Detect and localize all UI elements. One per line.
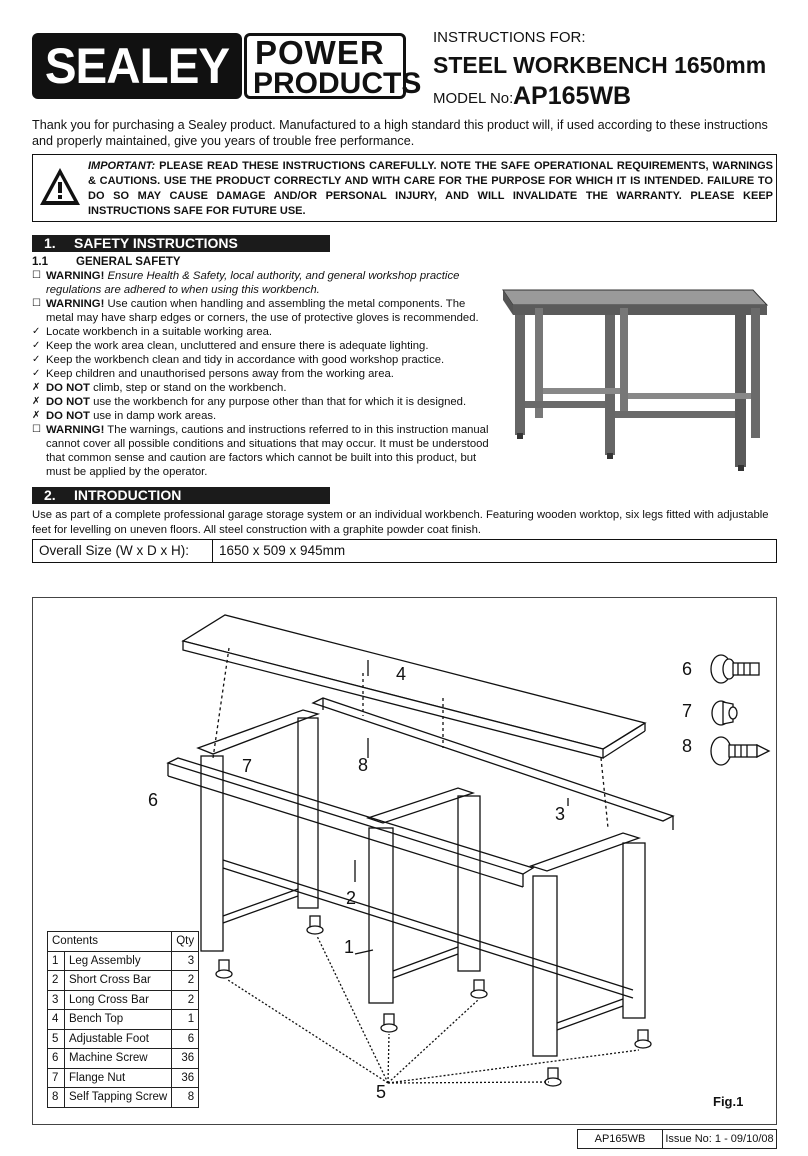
safety-item-text: Keep the work area clean, uncluttered and ensure there is adequate lighting. (46, 340, 429, 352)
safety-item-lead: WARNING! (46, 270, 105, 282)
contents-cell-qty: 3 (172, 951, 199, 971)
contents-cell-no: 1 (48, 951, 65, 971)
safety-item (32, 395, 492, 409)
spec-value: 1650 x 509 x 945mm (219, 543, 346, 558)
safety-item-text: The warnings, cautions and instructions referred to in this instruction manual cannot cover all possible conditions and situations that may occur. It must be understood that common sense and caution are factors which cannot be built into this product, but must be applied by the operator. (46, 424, 489, 478)
introduction-paragraph: Use as part of a complete professional garage storage system or an individual workbench. Featuring wooden worktop, six legs fitted with adjustable feet for levelling on uneven floors. All steel construction with a graphite powder coat finish. (32, 509, 769, 536)
contents-cell-no: 6 (48, 1049, 65, 1069)
contents-row (48, 990, 199, 1010)
safety-item (32, 409, 492, 423)
footer-model: AP165WB (578, 1130, 663, 1148)
safety-item-text: use in damp work areas. (89, 410, 217, 422)
contents-row (48, 1068, 199, 1088)
contents-cell-name: Flange Nut (65, 1068, 172, 1088)
safety-item (32, 381, 492, 395)
bullet-mark-icon: ☐ (32, 270, 41, 281)
contents-cell-name: Long Cross Bar (65, 990, 172, 1010)
contents-cell-name: Machine Screw (65, 1049, 172, 1069)
safety-list (32, 269, 492, 479)
flange-nut-icon (712, 701, 737, 725)
contents-cell-no: 7 (48, 1068, 65, 1088)
bullet-mark-icon: ✗ (32, 382, 41, 393)
contents-cell-no: 8 (48, 1088, 65, 1108)
contents-header-row (48, 932, 199, 952)
section-heading-safety: 1. SAFETY INSTRUCTIONS (32, 235, 330, 252)
footer-issue: Issue No: 1 - 09/10/08 (665, 1133, 774, 1145)
contents-cell-name: Short Cross Bar (65, 971, 172, 991)
contents-cell-qty: 1 (172, 1010, 199, 1030)
contents-table (47, 931, 199, 1108)
contents-cell-qty: 8 (172, 1088, 199, 1108)
adjustable-feet (216, 916, 651, 1086)
contents-cell-no: 4 (48, 1010, 65, 1030)
instructions-for-label: INSTRUCTIONS FOR: (433, 29, 586, 46)
model-number: AP165WB (513, 82, 632, 110)
safety-item-italic: Ensure Health & Safety, local authority, and general workshop practice regulations are adhered to when using this workbench. (46, 270, 460, 296)
contents-cell-name: Bench Top (65, 1010, 172, 1030)
bullet-mark-icon: ✓ (32, 368, 41, 379)
contents-cell-no: 5 (48, 1029, 65, 1049)
contents-cell-name: Adjustable Foot (65, 1029, 172, 1049)
safety-item-lead: DO NOT (46, 410, 90, 422)
callout-2: 2 (346, 888, 357, 908)
safety-item-text: use the workbench for any purpose other than that for which it is designed. (89, 396, 467, 408)
callout-7-legend: 7 (682, 701, 693, 721)
contents-cell-qty: 6 (172, 1029, 199, 1049)
callout-4: 4 (396, 664, 407, 684)
bullet-mark-icon: ✗ (32, 410, 41, 421)
callout-7: 7 (242, 756, 253, 776)
safety-item-text: Locate workbench in a suitable working area. (46, 326, 273, 338)
callout-1: 1 (344, 937, 355, 957)
safety-item-text: Use caution when handling and assembling the metal components. The metal may have sharp edges or corners, the use of protective gloves is recommended. (46, 298, 479, 324)
bullet-mark-icon: ✓ (32, 326, 41, 337)
figure-label: Fig.1 (713, 1094, 744, 1109)
bullet-mark-icon: ✗ (32, 396, 41, 407)
safety-item-lead: DO NOT (46, 382, 90, 394)
safety-item (32, 353, 492, 367)
contents-row (48, 951, 199, 971)
callout-1-arrow (355, 950, 373, 954)
safety-item (32, 297, 492, 325)
leg-assembly-drawings (198, 710, 645, 1056)
product-title: STEEL WORKBENCH 1650mm (433, 52, 767, 78)
intro-paragraph: Thank you for purchasing a Sealey product. Manufactured to a high standard this product will, if used according to these instructions and properly maintained, give you years of trouble free performance. (32, 118, 768, 148)
callout-5: 5 (376, 1082, 387, 1102)
bullet-mark-icon: ✓ (32, 354, 41, 365)
subsection-heading: 1.1 GENERAL SAFETY (32, 256, 181, 268)
contents-row (48, 1029, 199, 1049)
safety-item (32, 423, 492, 479)
callout-8: 8 (358, 755, 369, 775)
qty-header: Qty (172, 932, 199, 952)
contents-cell-no: 2 (48, 971, 65, 991)
footer-box (577, 1129, 777, 1149)
contents-row (48, 1088, 199, 1108)
power-products-logo: POWER PRODUCTS (244, 33, 406, 99)
contents-row (48, 971, 199, 991)
machine-screw-icon (711, 655, 759, 683)
callout-6-legend: 6 (682, 659, 693, 679)
sealey-logo: SEALEY (32, 33, 242, 99)
safety-item (32, 325, 492, 339)
model-label: MODEL No: (433, 90, 514, 107)
safety-item (32, 367, 492, 381)
self-tapping-screw-icon (711, 737, 769, 765)
foot-arrows (228, 936, 639, 1083)
contents-cell-qty: 2 (172, 990, 199, 1010)
safety-item-text: Keep the workbench clean and tidy in accordance with good workshop practice. (46, 354, 445, 366)
safety-item-lead: DO NOT (46, 396, 90, 408)
contents-cell-qty: 36 (172, 1049, 199, 1069)
contents-cell-no: 3 (48, 990, 65, 1010)
contents-cell-qty: 36 (172, 1068, 199, 1088)
contents-cell-qty: 2 (172, 971, 199, 991)
bullet-mark-icon: ✓ (32, 340, 41, 351)
contents-row (48, 1049, 199, 1069)
contents-row (48, 1010, 199, 1030)
callout-6: 6 (148, 790, 159, 810)
spec-label: Overall Size (W x D x H): (33, 540, 213, 562)
warning-triangle-icon (38, 166, 82, 208)
contents-cell-name: Self Tapping Screw (65, 1088, 172, 1108)
section-heading-introduction: 2. INTRODUCTION (32, 487, 330, 504)
safety-item-lead: WARNING! (46, 298, 105, 310)
contents-header: Contents (48, 932, 172, 952)
safety-item (32, 339, 492, 353)
contents-cell-name: Leg Assembly (65, 951, 172, 971)
workbench-photo (495, 283, 778, 473)
safety-item-text: climb, step or stand on the workbench. (89, 382, 287, 394)
important-notice-text: IMPORTANT: PLEASE READ THESE INSTRUCTIONS CAREFULLY. NOTE THE SAFE OPERATIONAL REQUIREMENTS, WARNINGS & CAUTIONS. USE THE PRODUCT CORRECTLY AND WITH CARE FOR THE PURPOSE FOR WHICH IT IS INTENDED. FAILURE TO DO SO MAY CAUSE DAMAGE AND/OR PERSONAL INJURY, AND WILL INVALIDATE THE WARRANTY. PLEASE KEEP INSTRUCTIONS SAFE FOR FUTURE USE. (88, 160, 773, 217)
bullet-mark-icon: ☐ (32, 424, 41, 435)
safety-item-lead: WARNING! (46, 424, 105, 436)
safety-item-text: Keep children and unauthorised persons away from the working area. (46, 368, 394, 380)
callout-3: 3 (555, 804, 566, 824)
bullet-mark-icon: ☐ (32, 298, 41, 309)
safety-item (32, 269, 492, 297)
spec-table (32, 539, 777, 563)
callout-8-legend: 8 (682, 736, 693, 756)
